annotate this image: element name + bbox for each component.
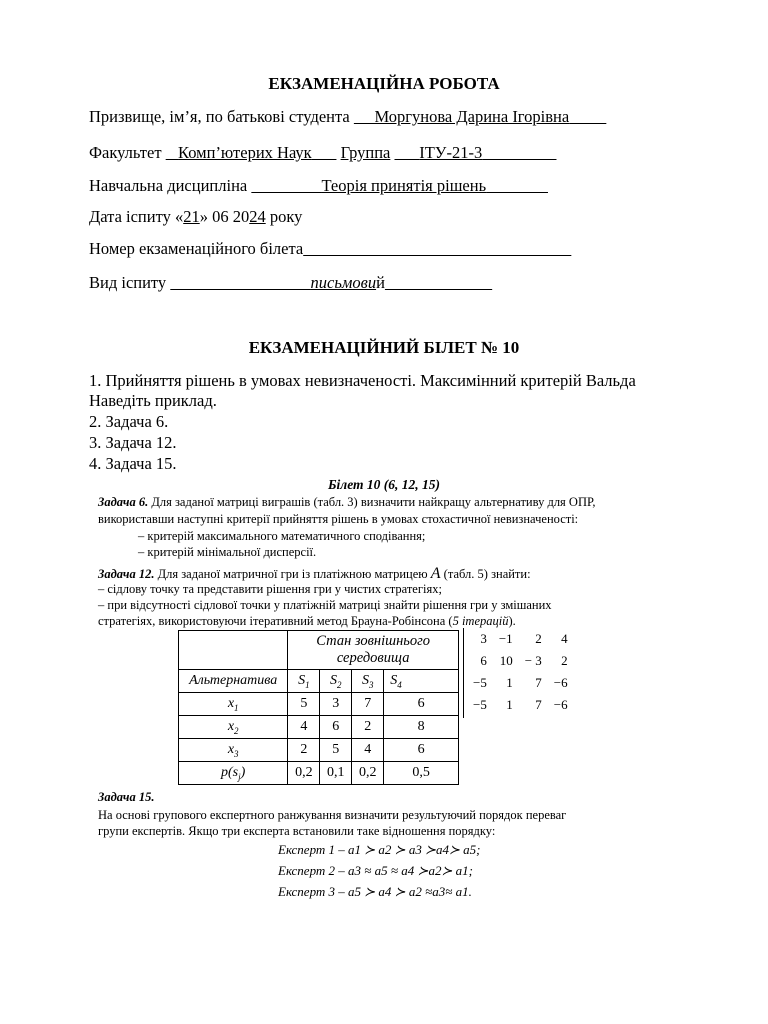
matrix-cell: 1 <box>506 675 513 690</box>
cell: 6 <box>384 739 459 762</box>
task12-item-2: – при відсутності сідлової точки у платіжній матриці знайти рішення гри у змішаних <box>98 598 552 612</box>
task12-item-3-end: ). <box>508 614 516 628</box>
faculty-field <box>89 143 556 163</box>
matrix-cell: −6 <box>553 675 568 690</box>
matrix-cell: 6 <box>480 653 487 668</box>
state-s4: $S_4$ <box>384 670 459 693</box>
matrix-row <box>467 672 574 694</box>
table-header-row-2 <box>179 670 459 693</box>
matrix-cell: −5 <box>473 697 487 712</box>
matrix-divider <box>463 628 464 718</box>
ticket-title: ЕКЗАМЕНАЦІЙНИЙ БІЛЕТ № 10 <box>248 338 520 357</box>
date-end: року <box>265 207 303 226</box>
matrix-cell: − 3 <box>524 653 542 668</box>
exam-type-label: Вид іспиту <box>89 273 167 292</box>
discipline-label: Навчальна дисципліна <box>89 176 248 195</box>
matrix-cell: 2 <box>561 653 568 668</box>
faculty-label: Факультет <box>89 143 162 162</box>
cell: 0,5 <box>384 762 459 785</box>
date-mid: » 06 20 <box>199 207 250 226</box>
cell: 2 <box>288 739 320 762</box>
date-year-suffix: 24 <box>249 207 266 226</box>
payment-matrix <box>467 628 574 716</box>
state-header <box>288 631 459 670</box>
question-1-line-1: 1. Прийняття рішень в умовах невизначеності. Максимінний критерій Вальда <box>89 371 636 390</box>
scan-heading: Білет 10 (6, 12, 15) <box>327 477 441 492</box>
cell: 6 <box>384 693 459 716</box>
matrix-cell: 3 <box>480 631 487 646</box>
student-name-label: Призвище, ім’я, по батькові студента <box>89 107 350 126</box>
task12-text-a: Для заданої матричної гри із платіжною матрицею <box>157 567 428 581</box>
table-header-row-1 <box>179 631 459 670</box>
matrix-cell: 7 <box>535 675 542 690</box>
matrix-row <box>467 650 574 672</box>
task6-title: Задача 6. <box>98 495 149 509</box>
prob-label: $p(s_j)$ <box>179 762 288 785</box>
payoff-table <box>178 630 459 785</box>
date-prefix: Дата іспиту « <box>89 207 184 226</box>
discipline-value: Теорія принятія рішень <box>321 176 487 195</box>
task15-line-1: На основі групового експертного ранжування визначити результуючий порядок переваг <box>98 808 567 822</box>
task6-item-2: – критерій мінімальної дисперсії. <box>138 545 317 559</box>
cell: 4 <box>288 716 320 739</box>
table-row <box>179 739 459 762</box>
task12-item-1: – сідлову точку та представити рішення гри у чистих стратегіях; <box>98 582 442 596</box>
group-value: ІТУ-21-3 <box>419 143 483 162</box>
matrix-cell: 1 <box>506 697 513 712</box>
task12-title: Задача 12. <box>98 567 155 581</box>
matrix-cell: 2 <box>535 631 542 646</box>
cell: 2 <box>352 716 384 739</box>
matrix-cell: −5 <box>473 675 487 690</box>
alt-x2: $x_2$ <box>179 716 288 739</box>
state-s2: $S_2$ <box>320 670 352 693</box>
cell: 5 <box>320 739 352 762</box>
task12-iterations: 5 ітерацій <box>452 614 509 628</box>
discipline-field <box>89 176 548 196</box>
expert-1: Експерт 1 – a1 ≻ a2 ≻ a3 ≻a4≻ a5; <box>278 842 481 857</box>
cell: 8 <box>384 716 459 739</box>
expert-2: Експерт 2 – a3 ≈ a5 ≈ a4 ≻a2≻ a1; <box>278 863 473 878</box>
exam-type-field: Вид іспиту письмовий <box>89 273 385 292</box>
expert-3: Експерт 3 – a5 ≻ a4 ≻ a2 ≈a3≈ a1. <box>278 884 472 899</box>
state-header-line-1: Стан зовнішнього <box>316 633 431 649</box>
task12-text-b: (табл. 5) знайти: <box>443 567 531 581</box>
cell: 0,2 <box>288 762 320 785</box>
task6-text-1: Для заданої матриці виграшів (табл. 3) визначити найкращу альтернативу для ОПР, <box>151 495 596 509</box>
alt-x1: $x_1$ <box>179 693 288 716</box>
matrix-a-symbol: A <box>430 565 441 582</box>
task12-item-3 <box>98 614 516 629</box>
task12-line-1 <box>98 565 531 583</box>
cell: 3 <box>320 693 352 716</box>
question-1-line-2: Наведіть приклад. <box>89 391 217 410</box>
cell: 4 <box>352 739 384 762</box>
matrix-cell: 4 <box>561 631 568 646</box>
exam-date-field <box>89 207 302 227</box>
ticket-number-label: Номер екзаменаційного білета <box>89 239 304 258</box>
date-day: 21 <box>183 207 200 226</box>
task15-title: Задача 15. <box>98 790 155 804</box>
group-label: Группа <box>340 143 391 162</box>
student-name-value: Моргунова Дарина Ігорівна <box>374 107 570 126</box>
student-name-field <box>89 107 606 127</box>
table-row <box>179 693 459 716</box>
table-row <box>179 716 459 739</box>
state-s1: $S_1$ <box>288 670 320 693</box>
state-header-line-2: середовища <box>336 650 410 666</box>
exam-work-title: ЕКЗАМЕНАЦІЙНА РОБОТА <box>268 74 500 93</box>
alt-x3: $x_3$ <box>179 739 288 762</box>
task6-line-2: використавши наступні критерії прийняття рішень в умовах стохастичної невизначеності: <box>98 512 579 526</box>
task6-item-1: – критерій максимального математичного сподівання; <box>138 529 426 543</box>
matrix-row <box>467 628 574 650</box>
task15-line-2: групи експертів. Якщо три експерта встановили таке відношення порядку: <box>98 824 496 838</box>
cell: 0,1 <box>320 762 352 785</box>
matrix-row <box>467 694 574 716</box>
task6-line-1 <box>98 495 596 510</box>
task12-item-3-text: стратегіях, використовуючи ітеративний метод Брауна-Робінсона ( <box>98 614 453 628</box>
question-2: 2. Задача 6. <box>89 412 169 431</box>
state-s3: $S_3$ <box>352 670 384 693</box>
cell: 6 <box>320 716 352 739</box>
cell: 7 <box>352 693 384 716</box>
ticket-number-field <box>89 239 571 259</box>
alternative-header: Альтернатива <box>179 670 288 693</box>
table-row <box>179 762 459 785</box>
matrix-cell: −1 <box>498 631 513 646</box>
question-3: 3. Задача 12. <box>89 433 177 452</box>
question-4: 4. Задача 15. <box>89 454 177 473</box>
faculty-value: Комп’ютерих Наук <box>178 143 312 162</box>
exam-type-value: письмови <box>310 273 377 292</box>
cell: 0,2 <box>352 762 384 785</box>
matrix-cell: −6 <box>553 697 568 712</box>
cell: 5 <box>288 693 320 716</box>
matrix-cell: 7 <box>535 697 542 712</box>
matrix-cell: 10 <box>499 653 513 668</box>
